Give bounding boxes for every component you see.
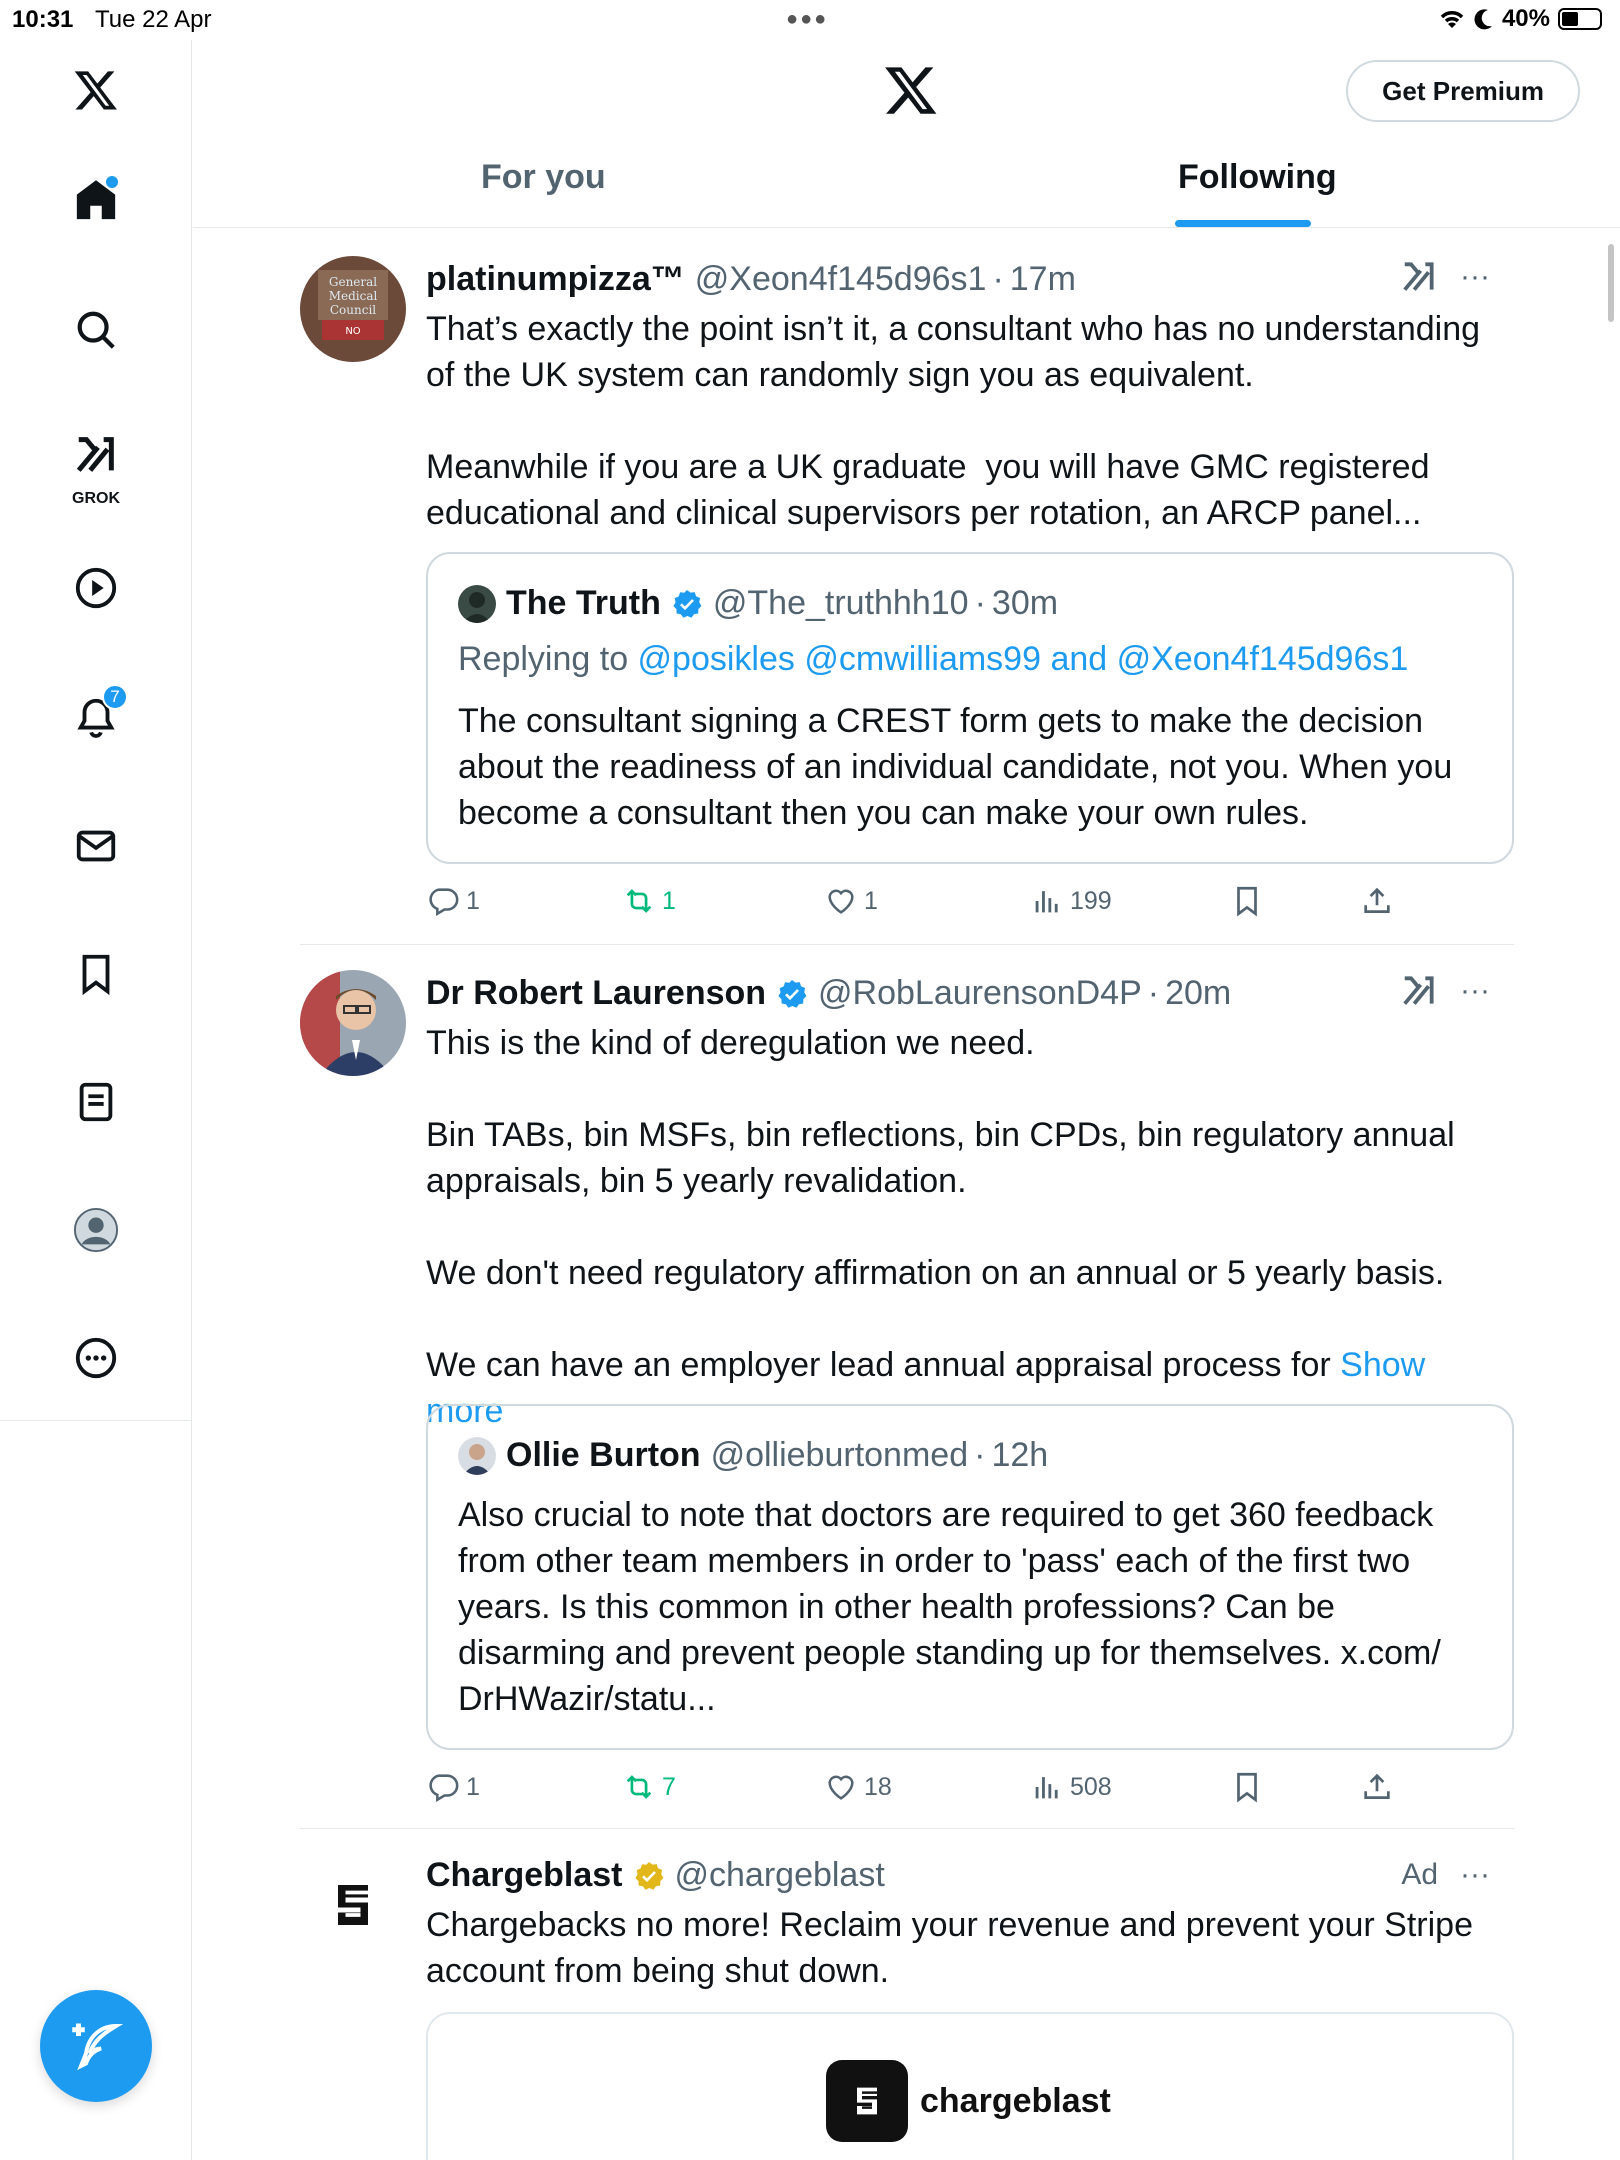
repost-icon bbox=[622, 1770, 656, 1804]
get-premium-button[interactable]: Get Premium bbox=[1346, 60, 1580, 122]
grok-label: GROK bbox=[72, 490, 120, 507]
repost-count: 1 bbox=[662, 886, 676, 915]
reply-count: 1 bbox=[466, 886, 480, 915]
quoted-author-name: The Truth bbox=[506, 584, 661, 622]
avatar[interactable] bbox=[300, 970, 406, 1076]
battery-percent: 40% bbox=[1501, 5, 1550, 32]
tweet-divider bbox=[300, 944, 1514, 945]
tweet-top-actions bbox=[1401, 1858, 1490, 1892]
verified-badge-icon bbox=[776, 978, 808, 1010]
tweet-2[interactable] bbox=[300, 970, 1514, 1820]
quoted-avatar bbox=[458, 585, 496, 623]
like-button[interactable] bbox=[824, 1770, 892, 1804]
svg-text:General: General bbox=[328, 275, 378, 289]
like-count: 1 bbox=[864, 886, 878, 915]
share-icon bbox=[1360, 1770, 1394, 1804]
lists-icon[interactable] bbox=[70, 1076, 122, 1128]
quoted-tweet[interactable] bbox=[426, 552, 1514, 864]
battery-icon bbox=[1558, 8, 1602, 30]
tweet-divider bbox=[300, 1828, 1514, 1829]
reply-button[interactable] bbox=[426, 884, 480, 918]
chargeblast-card-logo-icon bbox=[826, 2060, 908, 2142]
views-button[interactable] bbox=[1030, 884, 1112, 918]
show-more-link[interactable]: Show more bbox=[426, 1346, 1435, 1430]
wifi-icon bbox=[1438, 8, 1466, 30]
bookmark-icon bbox=[1230, 1770, 1264, 1804]
author-handle[interactable]: @Xeon4f145d96s1 bbox=[694, 260, 987, 298]
ad-card-brand bbox=[826, 2060, 1111, 2142]
repost-button[interactable] bbox=[622, 884, 676, 918]
bookmark-icon bbox=[1230, 884, 1264, 918]
svg-text:Medical: Medical bbox=[328, 289, 378, 303]
gold-verified-badge-icon bbox=[633, 1860, 665, 1892]
svg-text:NO: NO bbox=[345, 326, 361, 337]
notification-count-badge: 7 bbox=[102, 684, 128, 710]
x-logo-center-icon[interactable] bbox=[883, 62, 939, 123]
tweet-1[interactable] bbox=[300, 256, 1514, 936]
quoted-tweet-header: Ollie Burton @ollieburtonmed · 12h bbox=[458, 1436, 1048, 1475]
quoted-tweet-time: 30m bbox=[991, 584, 1059, 622]
promoted-tweet[interactable] bbox=[300, 1852, 1514, 2160]
more-options-icon[interactable] bbox=[70, 1332, 122, 1384]
multitasking-dots-icon[interactable]: ●●● bbox=[786, 8, 829, 30]
compose-post-button[interactable] bbox=[40, 1990, 152, 2102]
like-count: 18 bbox=[864, 1772, 892, 1801]
sidebar-divider bbox=[0, 1420, 192, 1421]
heart-icon bbox=[824, 884, 858, 918]
quoted-author-handle: @ollieburtonmed bbox=[710, 1436, 969, 1474]
status-bar bbox=[0, 0, 1620, 40]
notifications-bell-icon[interactable] bbox=[70, 687, 122, 744]
views-count: 199 bbox=[1070, 886, 1112, 915]
status-time: 10:31 bbox=[12, 6, 74, 33]
heart-icon bbox=[824, 1770, 858, 1804]
chargeblast-logo-icon[interactable] bbox=[300, 1852, 406, 1958]
share-button[interactable] bbox=[1360, 884, 1394, 918]
x-logo-icon[interactable] bbox=[70, 64, 122, 116]
quoted-tweet-text: Also crucial to note that doctors are required to get 360 feedback from other team members in order to 'pass' each of the first two years. Is this common in other health professions? Can be disarming and prevent people standing up for themselves. x.com/ DrHWazir/statu... bbox=[458, 1496, 1441, 1718]
quoted-tweet-time: 12h bbox=[991, 1436, 1049, 1474]
reply-icon bbox=[426, 884, 460, 918]
tweet-header: Dr Robert Laurenson @RobLaurensonD4P · 20m bbox=[426, 974, 1232, 1012]
active-tab-indicator bbox=[1175, 220, 1311, 227]
like-button[interactable] bbox=[824, 884, 878, 918]
author-handle[interactable]: @RobLaurensonD4P bbox=[818, 974, 1142, 1012]
bookmark-button[interactable] bbox=[1230, 884, 1264, 918]
tweet-top-actions bbox=[1400, 972, 1490, 1010]
messages-envelope-icon[interactable] bbox=[70, 820, 122, 872]
sidebar bbox=[0, 40, 192, 2160]
author-name[interactable]: Dr Robert Laurenson bbox=[426, 974, 767, 1012]
tweet-text bbox=[426, 1020, 1506, 1434]
tweet-more-icon[interactable]: ··· bbox=[1460, 260, 1490, 293]
svg-text:Council: Council bbox=[329, 303, 377, 317]
views-chart-icon bbox=[1030, 884, 1064, 918]
quoted-tweet[interactable] bbox=[426, 1404, 1514, 1750]
status-right bbox=[1438, 5, 1602, 33]
quoted-tweet-text: The consultant signing a CREST form gets to make the decision about the readiness of an individual candidate, not you. When you become a consultant then you can make your own rules. bbox=[458, 702, 1453, 832]
video-play-icon[interactable] bbox=[70, 562, 122, 614]
tweet-text-content: This is the kind of deregulation we need. Bin TABs, bin MSFs, bin reflections, bin CPDs, bin regulatory annual appraisals, bin 5 yearly revalidation. We don't need regulatory affirmation on an annual or 5 yearly basis. We can have an employer lead annual appraisal process for bbox=[426, 1024, 1455, 1384]
tweet-header: platinumpizza™ @Xeon4f145d96s1 · 17m bbox=[426, 260, 1076, 298]
tweet-text: That’s exactly the point isn’t it, a consultant who has no understanding of the UK system can randomly sign you as equivalent. Meanwhile if you are a UK graduate you will have GMC registered educational and clinical supervisors per rotation, an ARCP panel... bbox=[426, 310, 1481, 532]
tab-for-you[interactable]: For you bbox=[481, 158, 606, 196]
avatar[interactable] bbox=[300, 256, 406, 362]
tweet-more-icon[interactable]: ··· bbox=[1460, 974, 1490, 1007]
ad-card-brand-name: chargeblast bbox=[920, 2081, 1111, 2120]
grok-explain-icon[interactable] bbox=[1400, 258, 1438, 296]
tab-following[interactable]: Following bbox=[1178, 158, 1337, 196]
bookmarks-icon[interactable] bbox=[70, 948, 122, 1000]
repost-button[interactable] bbox=[622, 1770, 676, 1804]
replying-to-label: Replying to bbox=[458, 640, 638, 678]
tweet-actions-bar bbox=[426, 1770, 1526, 1814]
scrollbar[interactable] bbox=[1608, 244, 1614, 322]
quoted-author-name: Ollie Burton bbox=[506, 1436, 701, 1474]
timeline-header bbox=[193, 40, 1620, 228]
author-name[interactable]: platinumpizza™ bbox=[426, 260, 685, 298]
moon-icon bbox=[1474, 8, 1494, 30]
home-new-dot bbox=[106, 176, 118, 188]
quoted-tweet-header: The Truth @The_truthhh10 · 30m bbox=[458, 584, 1058, 623]
repost-count: 7 bbox=[662, 1772, 676, 1801]
reply-icon bbox=[426, 1770, 460, 1804]
quoted-author-handle: @The_truthhh10 bbox=[712, 584, 969, 622]
tweet-top-actions bbox=[1400, 258, 1490, 296]
profile-avatar-icon[interactable] bbox=[70, 1204, 122, 1256]
views-chart-icon bbox=[1030, 1770, 1064, 1804]
tweet-more-icon[interactable]: ··· bbox=[1460, 1858, 1490, 1891]
replying-to-mentions[interactable]: @posikles @cmwilliams99 and @Xeon4f145d96s1 bbox=[637, 640, 1409, 678]
compose-feather-icon bbox=[66, 2016, 126, 2076]
status-date: Tue 22 Apr bbox=[95, 6, 212, 33]
grok-icon[interactable] bbox=[70, 424, 122, 507]
home-icon[interactable] bbox=[70, 174, 122, 226]
search-icon[interactable] bbox=[70, 304, 122, 356]
tweet-actions-bar bbox=[426, 884, 1526, 928]
reply-button[interactable] bbox=[426, 1770, 480, 1804]
tweet-header bbox=[426, 1856, 885, 1895]
ad-label: Ad bbox=[1401, 1858, 1439, 1891]
views-count: 508 bbox=[1070, 1772, 1112, 1801]
author-handle[interactable]: @chargeblast bbox=[674, 1856, 885, 1894]
quoted-avatar bbox=[458, 1437, 496, 1475]
tweet-text: Chargebacks no more! Reclaim your revenue and prevent your Stripe account from being shut down. bbox=[426, 1906, 1483, 1990]
replying-to bbox=[458, 640, 1408, 679]
reply-count: 1 bbox=[466, 1772, 480, 1801]
grok-explain-icon[interactable] bbox=[1400, 972, 1438, 1010]
repost-icon bbox=[622, 884, 656, 918]
author-name[interactable]: Chargeblast bbox=[426, 1856, 623, 1894]
views-button[interactable] bbox=[1030, 1770, 1112, 1804]
tweet-time[interactable]: 20m bbox=[1165, 974, 1232, 1012]
share-icon bbox=[1360, 884, 1394, 918]
tweet-time[interactable]: 17m bbox=[1009, 260, 1076, 298]
verified-badge-icon bbox=[671, 588, 703, 620]
ad-media-card[interactable] bbox=[426, 2012, 1514, 2160]
share-button[interactable] bbox=[1360, 1770, 1394, 1804]
bookmark-button[interactable] bbox=[1230, 1770, 1264, 1804]
